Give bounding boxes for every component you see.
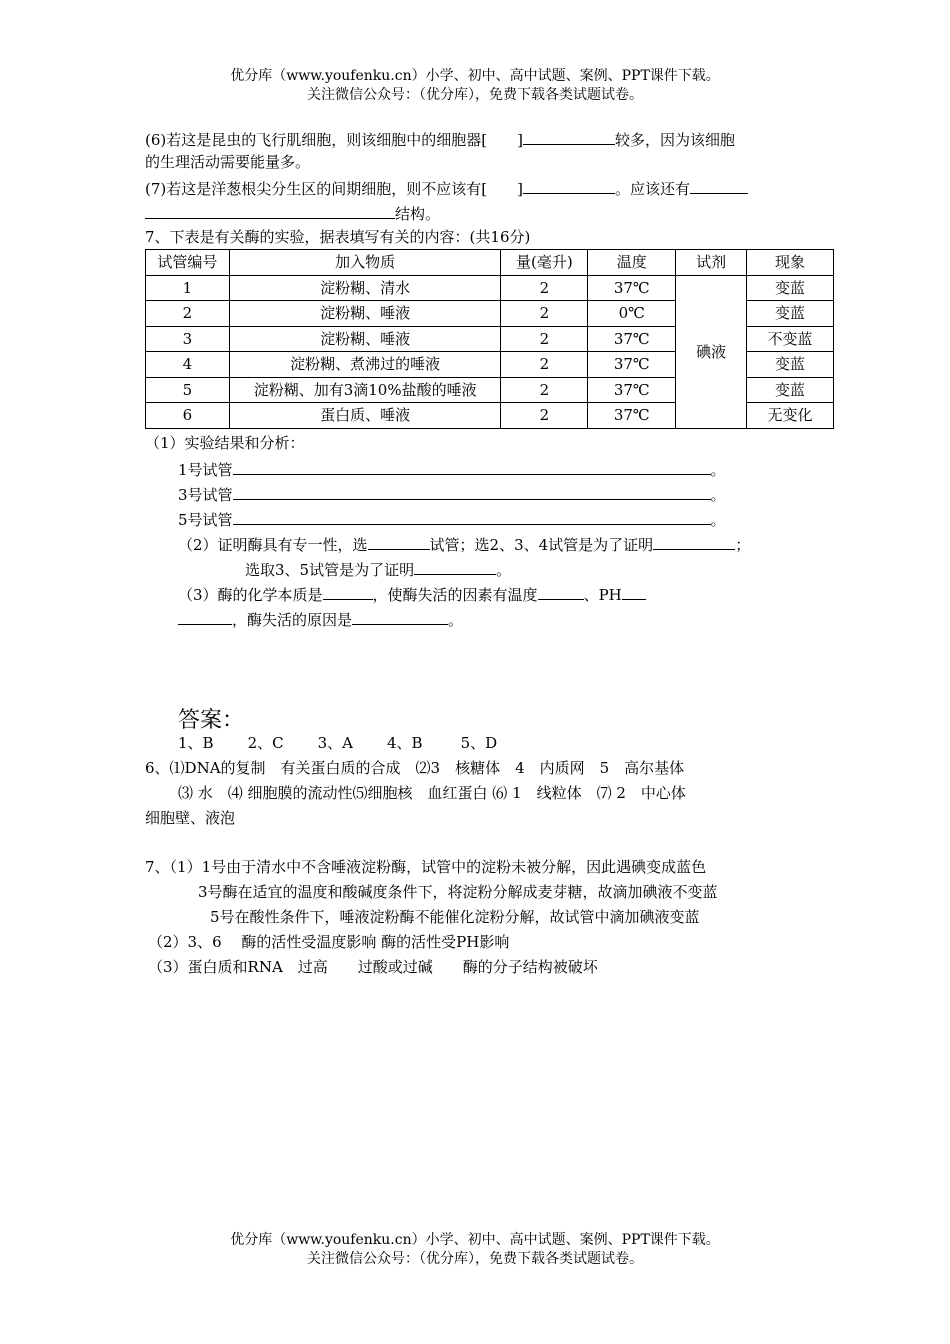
q7-sub3-line1: （3）酶的化学本质是 ，使酶失活的因素有温度 、PH xyxy=(178,583,646,605)
q6-part7-blank-3[interactable] xyxy=(145,202,395,219)
q6-part6-line1: (6)若这是昆虫的飞行肌细胞，则该细胞中的细胞器[ ] 较多，因为该细胞 xyxy=(145,128,735,150)
q7-tube5-line: 5号试管 。 xyxy=(178,508,726,530)
cell-substance: 淀粉糊、唾液 xyxy=(229,301,501,327)
header-phenomenon: 现象 xyxy=(747,250,834,276)
header-reagent: 试剂 xyxy=(676,250,747,276)
footer-line-1: 优分库（www.youfenku.cn）小学、初中、高中试题、案例、PPT课件下载。 xyxy=(230,1232,720,1248)
answer-6-line3: 细胞壁、液泡 xyxy=(145,809,236,827)
choice-answer: 1、B xyxy=(178,734,214,752)
answer-7-line4: （2）3、6 酶的活性受温度影响 酶的活性受PH影响 xyxy=(148,933,510,951)
ph-blank-start[interactable] xyxy=(622,583,646,600)
cell-phenomenon: 变蓝 xyxy=(747,377,834,403)
tube3-answer-blank[interactable] xyxy=(233,483,711,500)
temperature-blank[interactable] xyxy=(538,583,584,600)
choice-answers xyxy=(178,733,497,753)
cell-substance: 淀粉糊、唾液 xyxy=(229,326,501,352)
tubes-234-blank[interactable] xyxy=(653,533,735,550)
q7-sub2-line2: 选取3、5试管是为了证明 。 xyxy=(245,558,511,580)
table-header-row xyxy=(146,250,834,276)
q6-part7-blank-1[interactable] xyxy=(523,177,615,194)
q7-sub2-line1: （2）证明酶具有专一性，选 试管；选2、3、4试管是为了证明 ； xyxy=(178,533,750,555)
cell-reagent: 碘液 xyxy=(676,275,747,428)
choice-answer: 2、C xyxy=(247,734,284,752)
cell-tube-no: 4 xyxy=(146,352,230,378)
choice-answer: 4、B xyxy=(387,734,423,752)
q6-part6-blank[interactable] xyxy=(523,128,615,145)
cell-temperature: 37℃ xyxy=(588,403,676,429)
header-tube-no: 试管编号 xyxy=(146,250,230,276)
cell-phenomenon: 变蓝 xyxy=(747,275,834,301)
cell-substance: 淀粉糊、煮沸过的唾液 xyxy=(229,352,501,378)
q6-part7-line1: (7)若这是洋葱根尖分生区的间期细胞，则不应该有[ ] 。应该还有 xyxy=(145,177,748,199)
cell-tube-no: 1 xyxy=(146,275,230,301)
cell-amount: 2 xyxy=(501,352,588,378)
q7-tube3-line: 3号试管 。 xyxy=(178,483,726,505)
cell-amount: 2 xyxy=(501,403,588,429)
header-amount: 量(毫升) xyxy=(501,250,588,276)
cell-tube-no: 3 xyxy=(146,326,230,352)
cell-phenomenon: 无变化 xyxy=(747,403,834,429)
q6-part7-blank-2[interactable] xyxy=(690,177,748,194)
cell-tube-no: 5 xyxy=(146,377,230,403)
cell-temperature: 0℃ xyxy=(588,301,676,327)
q6-part7-line2: 结构。 xyxy=(145,202,440,224)
cell-amount: 2 xyxy=(501,275,588,301)
answer-6-line1: 6、⑴DNA的复制 有关蛋白质的合成 ⑵3 核糖体 4 内质网 5 高尔基体 xyxy=(145,759,685,777)
tube1-answer-blank[interactable] xyxy=(233,458,711,475)
cell-amount: 2 xyxy=(501,377,588,403)
cell-temperature: 37℃ xyxy=(588,326,676,352)
cell-substance: 淀粉糊、加有3滴10%盐酸的唾液 xyxy=(229,377,501,403)
answer-7-line3: 5号在酸性条件下，唾液淀粉酶不能催化淀粉分解，故试管中滴加碘液变蓝 xyxy=(210,908,700,926)
q7-tube1-line: 1号试管 。 xyxy=(178,458,726,480)
answer-7-line1: 7、（1）1号由于清水中不含唾液淀粉酶，试管中的淀粉未被分解，因此遇碘变成蓝色 xyxy=(145,858,707,876)
q6-part6-line2: 的生理活动需要能量多。 xyxy=(145,153,311,171)
q7-sub3-line2: ，酶失活的原因是 。 xyxy=(178,608,463,630)
header-line-1: 优分库（www.youfenku.cn）小学、初中、高中试题、案例、PPT课件下载。 xyxy=(230,68,720,84)
table-row xyxy=(146,275,834,301)
cell-amount: 2 xyxy=(501,301,588,327)
tubes-35-blank[interactable] xyxy=(414,558,496,575)
cell-temperature: 37℃ xyxy=(588,352,676,378)
enzyme-nature-blank[interactable] xyxy=(323,583,373,600)
page-footer xyxy=(0,1231,950,1269)
footer-line-2: 关注微信公众号：（优分库），免费下载各类试题试卷。 xyxy=(307,1251,643,1267)
inactivation-reason-blank[interactable] xyxy=(352,608,448,625)
cell-amount: 2 xyxy=(501,326,588,352)
q7-sub1-title: （1）实验结果和分析： xyxy=(145,434,305,452)
cell-substance: 蛋白质、唾液 xyxy=(229,403,501,429)
choice-answer: 5、D xyxy=(460,734,498,752)
cell-tube-no: 2 xyxy=(146,301,230,327)
cell-phenomenon: 不变蓝 xyxy=(747,326,834,352)
choice-answer: 3、A xyxy=(317,734,353,752)
experiment-table xyxy=(145,249,834,429)
ph-blank-end[interactable] xyxy=(178,608,232,625)
header-temperature: 温度 xyxy=(588,250,676,276)
specificity-tubes-blank[interactable] xyxy=(368,533,430,550)
tube5-answer-blank[interactable] xyxy=(233,508,711,525)
cell-temperature: 37℃ xyxy=(588,275,676,301)
answer-7-line5: （3）蛋白质和RNA 过高 过酸或过碱 酶的分子结构被破坏 xyxy=(148,958,598,976)
cell-phenomenon: 变蓝 xyxy=(747,301,834,327)
cell-phenomenon: 变蓝 xyxy=(747,352,834,378)
header-line-2: 关注微信公众号：（优分库），免费下载各类试题试卷。 xyxy=(307,87,643,103)
q7-title: 7、下表是有关酶的实验，据表填写有关的内容：(共16分) xyxy=(145,228,531,246)
header-substance: 加入物质 xyxy=(229,250,501,276)
answers-title: 答案： xyxy=(178,708,245,733)
cell-substance: 淀粉糊、清水 xyxy=(229,275,501,301)
answer-7-line2: 3号酶在适宜的温度和酸碱度条件下，将淀粉分解成麦芽糖，故滴加碘液不变蓝 xyxy=(198,883,718,901)
cell-temperature: 37℃ xyxy=(588,377,676,403)
answer-6-line2: ⑶ 水 ⑷ 细胞膜的流动性⑸细胞核 血红蛋白 ⑹ 1 线粒体 ⑺ 2 中心体 xyxy=(178,784,686,802)
cell-tube-no: 6 xyxy=(146,403,230,429)
page-header xyxy=(0,67,950,105)
